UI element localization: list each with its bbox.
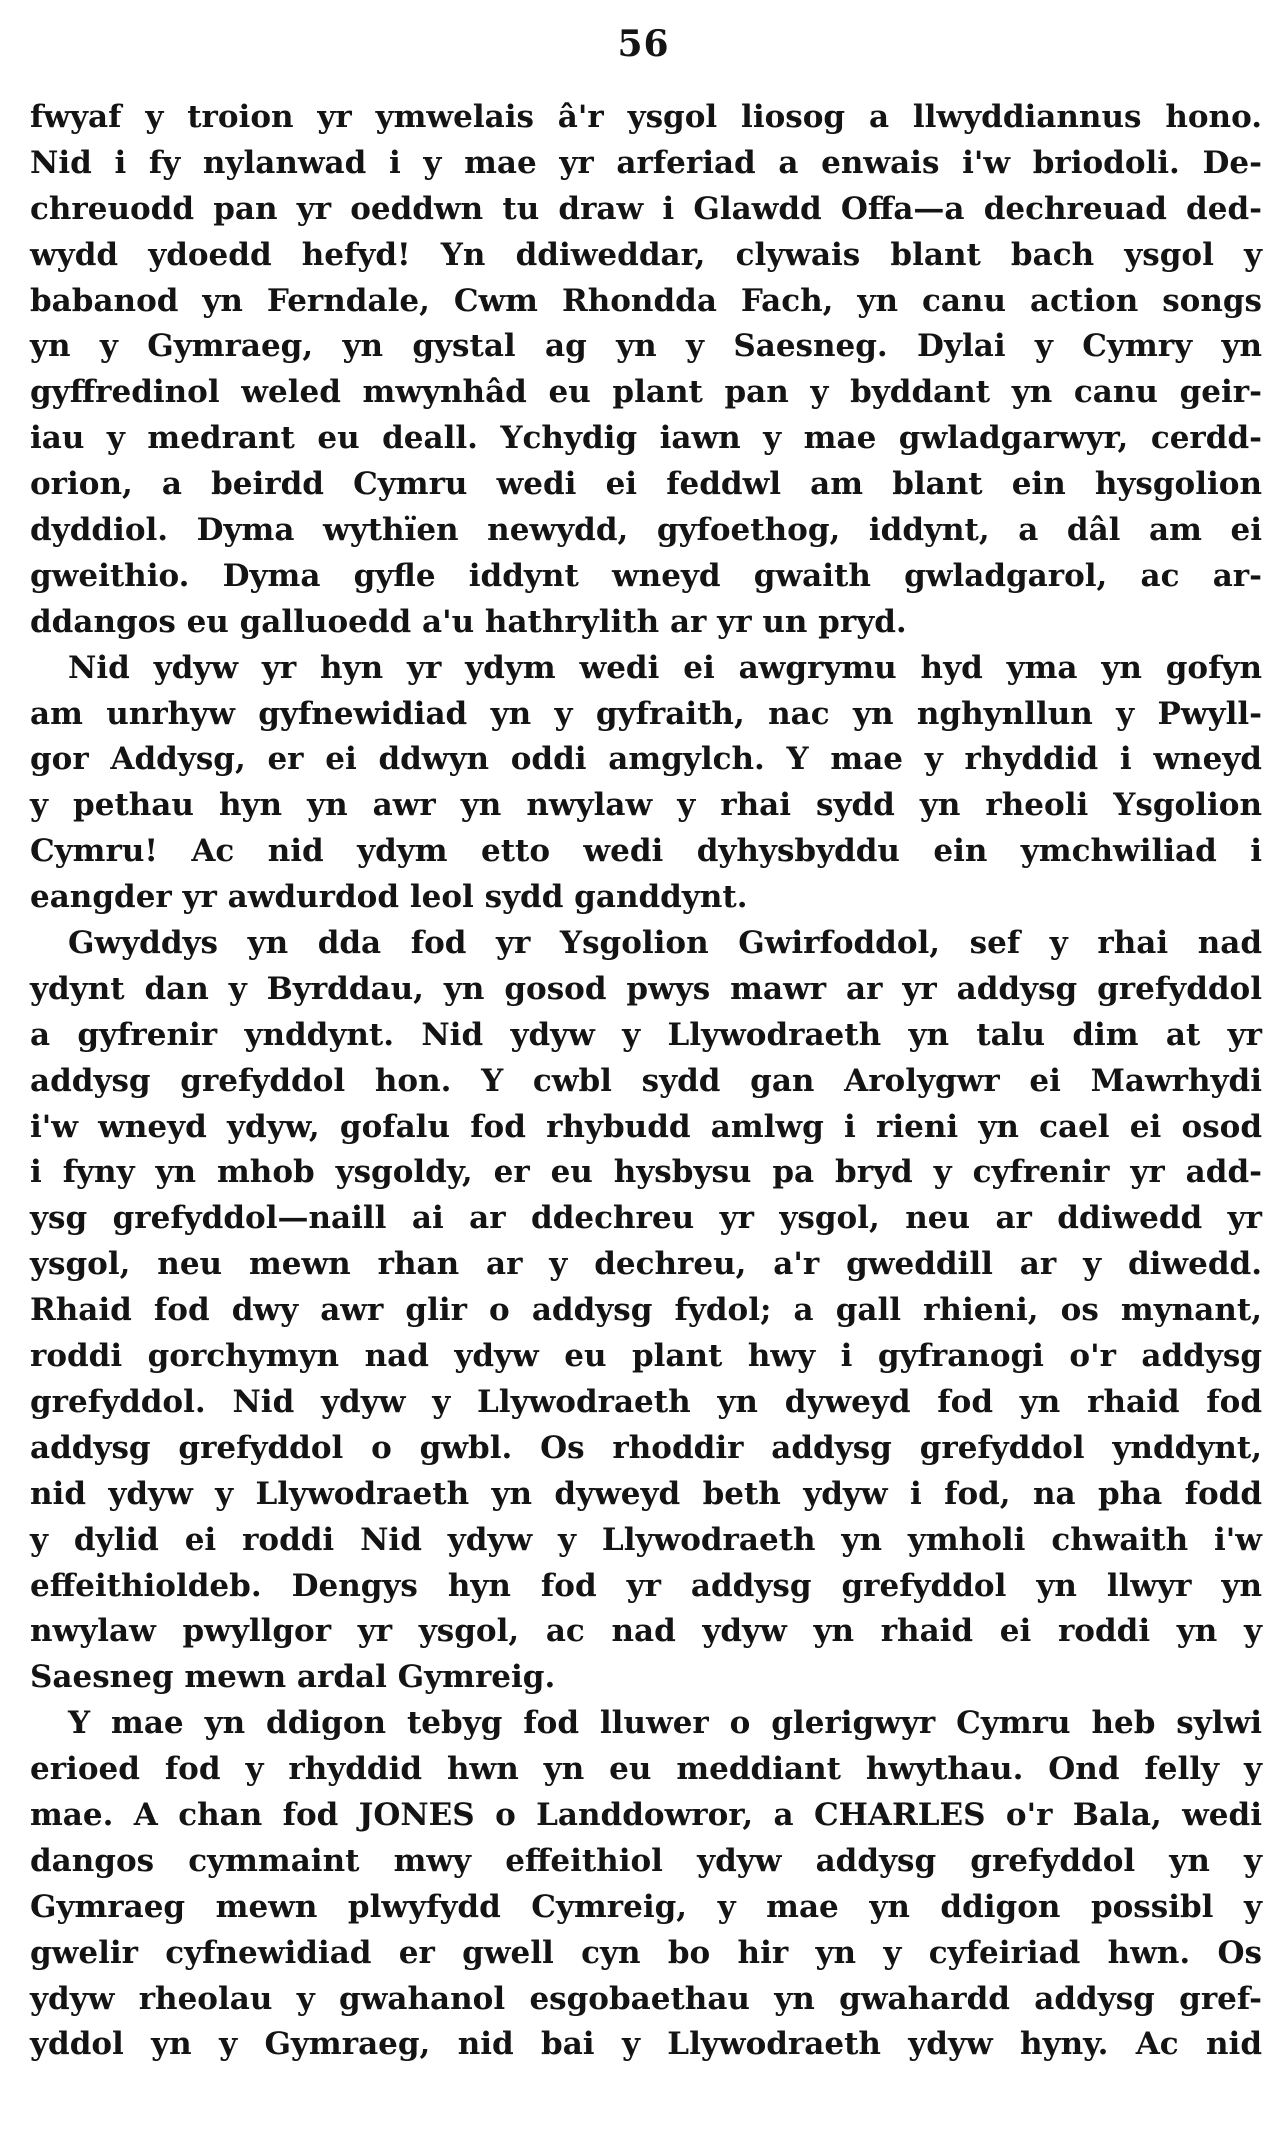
- text-line: i fyny yn mhob ysgoldy, er eu hysbysu pa bryd y cyfrenir yr add-: [30, 1154, 1262, 1191]
- text-line: dangos cymmaint mwy effeithiol ydyw addysg grefyddol yn y: [30, 1842, 1262, 1879]
- text-line: chreuodd pan yr oeddwn tu draw i Glawdd Offa—a dechreuad ded-: [30, 190, 1262, 227]
- page-number: 56: [617, 23, 670, 65]
- text-line: mae. A chan fod JONES o Landdowror, a CHARLES o'r Bala, wedi: [30, 1796, 1262, 1833]
- text-line: iau y medrant eu deall. Ychydig iawn y mae gwladgarwyr, cerdd-: [30, 420, 1262, 457]
- text-line: babanod yn Ferndale, Cwm Rhondda Fach, yn canu action songs: [30, 282, 1262, 319]
- text-line: ddangos eu galluoedd a'u hathrylith ar yr un pryd.: [30, 603, 907, 640]
- text-line: orion, a beirdd Cymru wedi ei feddwl am blant ein hysgolion: [30, 466, 1262, 503]
- text-line: ydynt dan y Byrddau, yn gosod pwys mawr ar yr addysg grefyddol: [30, 970, 1262, 1007]
- text-line: Nid ydyw yr hyn yr ydym wedi ei awgrymu hyd yma yn gofyn: [68, 649, 1262, 686]
- text-line: gwelir cyfnewidiad er gwell cyn bo hir yn y cyfeiriad hwn. Os: [30, 1934, 1262, 1971]
- text-line: Saesneg mewn ardal Gymreig.: [30, 1659, 556, 1696]
- text-line: ysgol, neu mewn rhan ar y dechreu, a'r gweddill ar y diwedd.: [30, 1246, 1262, 1283]
- text-line: a gyfrenir ynddynt. Nid ydyw y Llywodraeth yn talu dim at yr: [30, 1016, 1262, 1053]
- text-line: wydd ydoedd hefyd! Yn ddiweddar, clywais blant bach ysgol y: [30, 236, 1262, 273]
- text-line: Y mae yn ddigon tebyg fod lluwer o glerigwyr Cymru heb sylwi: [68, 1705, 1262, 1742]
- text-line: gweithio. Dyma gyfle iddynt wneyd gwaith gwladgarol, ac ar-: [30, 557, 1262, 594]
- text-line: gor Addysg, er ei ddwyn oddi amgylch. Y mae y rhyddid i wneyd: [30, 741, 1262, 778]
- text-line: gyffredinol weled mwynhâd eu plant pan y byddant yn canu geir-: [30, 374, 1262, 411]
- body-text: [30, 95, 1262, 2068]
- text-line: addysg grefyddol o gwbl. Os rhoddir addysg grefyddol ynddynt,: [30, 1429, 1262, 1466]
- text-line: effeithioldeb. Dengys hyn fod yr addysg grefyddol yn llwyr yn: [30, 1567, 1262, 1604]
- text-line: erioed fod y rhyddid hwn yn eu meddiant hwythau. Ond felly y: [30, 1751, 1262, 1788]
- text-line: y pethau hyn yn awr yn nwylaw y rhai sydd yn rheoli Ysgolion: [30, 787, 1262, 824]
- text-line: nwylaw pwyllgor yr ysgol, ac nad ydyw yn rhaid ei roddi yn y: [30, 1613, 1262, 1650]
- text-line: fwyaf y troion yr ymwelais â'r ysgol liosog a llwyddiannus hono.: [30, 99, 1262, 135]
- text-line: Gymraeg mewn plwyfydd Cymreig, y mae yn ddigon possibl y: [30, 1888, 1262, 1925]
- text-line: yddol yn y Gymraeg, nid bai y Llywodraeth ydyw hyny. Ac nid: [30, 2026, 1262, 2063]
- text-line: ydyw rheolau y gwahanol esgobaethau yn gwahardd addysg gref-: [30, 1980, 1262, 2017]
- text-line: ysg grefyddol—naill ai ar ddechreu yr ysgol, neu ar ddiwedd yr: [30, 1200, 1262, 1237]
- text-line: Cymru! Ac nid ydym etto wedi dyhysbyddu ein ymchwiliad i: [30, 833, 1262, 870]
- text-line: nid ydyw y Llywodraeth yn dyweyd beth ydyw i fod, na pha fodd: [30, 1475, 1262, 1512]
- text-line: y dylid ei roddi Nid ydyw y Llywodraeth yn ymholi chwaith i'w: [30, 1521, 1262, 1558]
- text-line: Gwyddys yn dda fod yr Ysgolion Gwirfoddol, sef y rhai nad: [68, 925, 1262, 962]
- text-line: am unrhyw gyfnewidiad yn y gyfraith, nac yn nghynllun y Pwyll-: [30, 695, 1262, 732]
- text-line: roddi gorchymyn nad ydyw eu plant hwy i gyfranogi o'r addysg: [30, 1338, 1262, 1375]
- text-line: eangder yr awdurdod leol sydd ganddynt.: [30, 879, 748, 916]
- text-line: Rhaid fod dwy awr glir o addysg fydol; a gall rhieni, os mynant,: [30, 1292, 1262, 1329]
- text-line: i'w wneyd ydyw, gofalu fod rhybudd amlwg i rieni yn cael ei osod: [30, 1108, 1262, 1145]
- text-line: grefyddol. Nid ydyw y Llywodraeth yn dyweyd fod yn rhaid fod: [30, 1383, 1262, 1420]
- text-line: yn y Gymraeg, yn gystal ag yn y Saesneg. Dylai y Cymry yn: [30, 328, 1262, 365]
- text-line: Nid i fy nylanwad i y mae yr arferiad a enwais i'w briodoli. De-: [30, 144, 1262, 181]
- text-line: dyddiol. Dyma wythïen newydd, gyfoethog, iddynt, a dâl am ei: [30, 512, 1262, 549]
- text-line: addysg grefyddol hon. Y cwbl sydd gan Arolygwr ei Mawrhydi: [30, 1062, 1262, 1099]
